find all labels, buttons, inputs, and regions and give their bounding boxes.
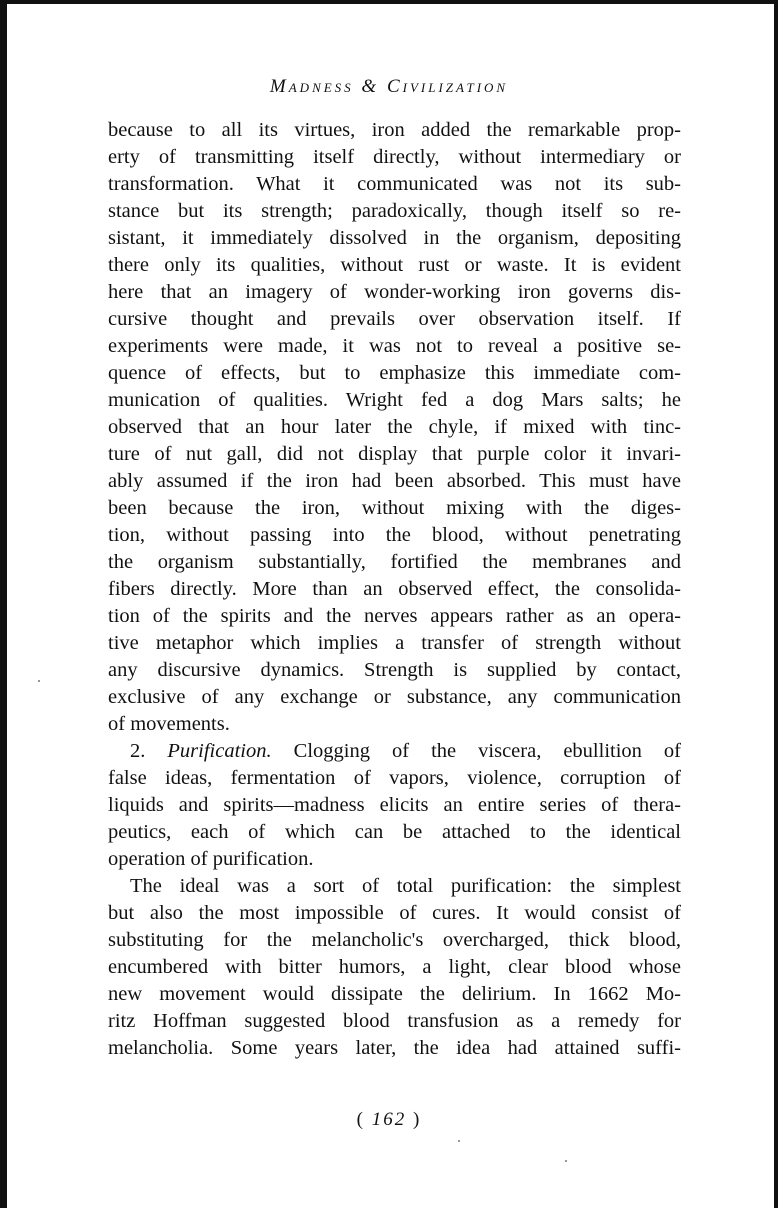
text-line: stance but its strength; paradoxically, though itself so re- (108, 200, 681, 222)
section-first-line: Clogging of the viscera, ebullition of (293, 740, 682, 762)
text-line: any discursive dynamics. Strength is supplied by contact, (108, 659, 681, 681)
text-line: new movement would dissipate the delirium. In 1662 Mo- (108, 983, 681, 1005)
folio-number: 162 (371, 1109, 407, 1130)
text-line: cursive thought and prevails over observation itself. If (108, 308, 681, 330)
text-line: of movements. (108, 713, 230, 735)
text-line: munication of qualities. Wright fed a dog Mars salts; he (108, 389, 681, 411)
scan-speck (565, 1160, 567, 1162)
body-text (108, 117, 681, 1062)
text-line: operation of purification. (108, 848, 314, 870)
text-line: peutics, each of which can be attached to the identical (108, 821, 681, 843)
text-line: because to all its virtues, iron added the remarkable prop- (108, 119, 681, 141)
text-line: transformation. What it communicated was not its sub- (108, 173, 681, 195)
section-heading-line (108, 738, 681, 765)
text-line: exclusive of any exchange or substance, any communication (108, 686, 681, 708)
running-head: Madness & Civilization (269, 76, 509, 97)
text-line: substituting for the melancholic's overcharged, thick blood, (108, 929, 681, 951)
text-line: tive metaphor which implies a transfer of strength without (108, 632, 681, 654)
text-line: false ideas, fermentation of vapors, violence, corruption of (108, 767, 681, 789)
scan-border-left (0, 0, 7, 1208)
text-line: tion, without passing into the blood, without penetrating (108, 524, 681, 546)
text-line: there only its qualities, without rust or waste. It is evident (108, 254, 681, 276)
page-number (0, 1109, 778, 1131)
text-line: sistant, it immediately dissolved in the organism, depositing (108, 227, 681, 249)
text-line: observed that an hour later the chyle, if mixed with tinc- (108, 416, 681, 438)
text-line: ritz Hoffman suggested blood transfusion as a remedy for (108, 1010, 681, 1032)
text-line: the organism substantially, fortified the membranes and (108, 551, 681, 573)
text-line: ably assumed if the iron had been absorbed. This must have (108, 470, 681, 492)
text-line: encumbered with bitter humors, a light, clear blood whose (108, 956, 681, 978)
text-line: The ideal was a sort of total purification: the simplest (130, 875, 681, 897)
text-line: ture of nut gall, did not display that purple color it invari- (108, 443, 681, 465)
scan-border-right (774, 0, 778, 1208)
text-line: quence of effects, but to emphasize this immediate com- (108, 362, 681, 384)
scan-speck (458, 1140, 460, 1142)
scan-speck (38, 680, 40, 682)
folio-close-paren: ) (413, 1109, 422, 1130)
text-line: liquids and spirits—madness elicits an entire series of thera- (108, 794, 681, 816)
text-line: melancholia. Some years later, the idea had attained suffi- (108, 1037, 681, 1059)
text-line: tion of the spirits and the nerves appears rather as an opera- (108, 605, 681, 627)
text-line: erty of transmitting itself directly, without intermediary or (108, 146, 681, 168)
section-title: Purification. (167, 740, 272, 762)
text-line: fibers directly. More than an observed effect, the consolida- (108, 578, 681, 600)
text-line: experiments were made, it was not to reveal a positive se- (108, 335, 681, 357)
text-line: but also the most impossible of cures. It would consist of (108, 902, 681, 924)
text-line: here that an imagery of wonder-working iron governs dis- (108, 281, 681, 303)
text-line: been because the iron, without mixing with the diges- (108, 497, 681, 519)
scan-border-top (0, 0, 778, 4)
folio-open-paren: ( (356, 1109, 365, 1130)
section-number: 2. (130, 740, 146, 762)
